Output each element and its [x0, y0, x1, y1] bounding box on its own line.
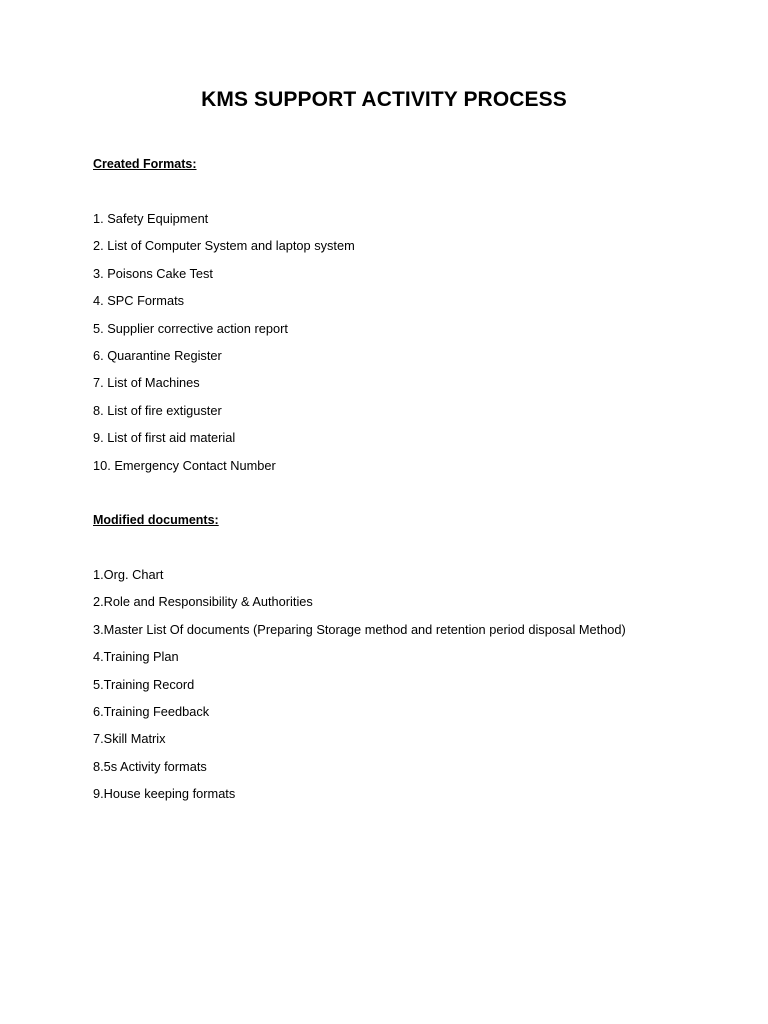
modified-documents-heading: Modified documents: [93, 513, 219, 527]
created-formats-heading: Created Formats: [93, 157, 197, 171]
list-item: 6. Quarantine Register [93, 347, 222, 363]
list-item: 5.Training Record [93, 676, 195, 692]
list-item: 5. Supplier corrective action report [93, 320, 288, 336]
list-item: 2. List of Computer System and laptop system [93, 238, 355, 254]
list-item: 4. SPC Formats [93, 293, 185, 309]
page-title: KMS SUPPORT ACTIVITY PROCESS [201, 88, 567, 111]
list-item: 6.Training Feedback [93, 703, 210, 719]
modified-documents-list [93, 567, 626, 814]
list-item: 7. List of Machines [93, 375, 200, 391]
list-item: 2.Role and Responsibility & Authorities [93, 594, 313, 610]
created-formats-list [93, 211, 355, 485]
list-item: 7.Skill Matrix [93, 731, 166, 747]
list-item: 10. Emergency Contact Number [93, 457, 276, 473]
list-item: 9.House keeping formats [93, 786, 236, 802]
list-item: 3.Master List Of documents (Preparing Storage method and retention period disposal Method) [93, 621, 626, 637]
list-item: 9. List of first aid material [93, 430, 236, 446]
list-item: 8.5s Activity formats [93, 758, 207, 774]
list-item: 3. Poisons Cake Test [93, 265, 213, 281]
list-item: 8. List of fire extiguster [93, 402, 222, 418]
list-item: 1. Safety Equipment [93, 211, 209, 226]
list-item: 4.Training Plan [93, 649, 179, 665]
list-item: 1.Org. Chart [93, 567, 164, 582]
